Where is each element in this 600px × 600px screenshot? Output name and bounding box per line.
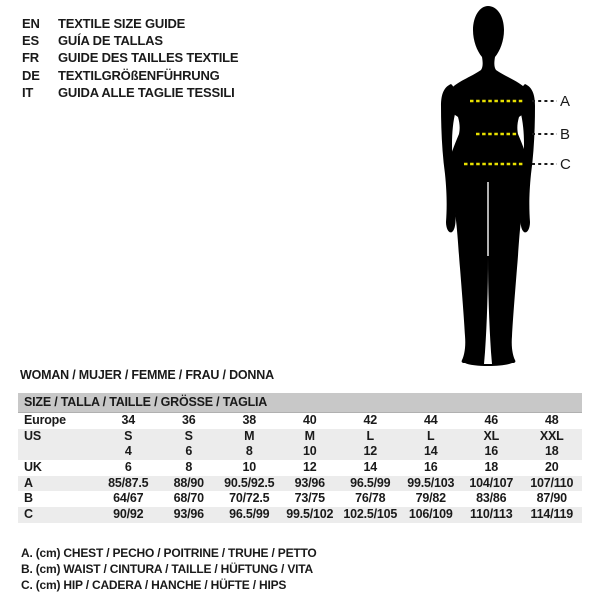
language-row — [22, 49, 238, 66]
legend-chest: A. (cm) CHEST / PECHO / POITRINE / TRUHE / PETTO — [21, 546, 317, 560]
table-cell: 96.5/99 — [350, 475, 391, 490]
table-cell: 96.5/99 — [229, 507, 270, 522]
table-cell: 16 — [423, 460, 438, 475]
table-cell: 40 — [302, 413, 317, 427]
language-row — [22, 67, 238, 84]
table-cell: 90/92 — [113, 507, 144, 522]
table-cell: S — [184, 428, 193, 443]
size-table — [18, 393, 582, 523]
table-cell: 110/113 — [470, 507, 513, 522]
table-cell: 93/96 — [173, 507, 204, 522]
table-cell: 6 — [124, 460, 132, 475]
language-row — [22, 32, 238, 49]
legend-block — [21, 546, 317, 593]
legend-hip: C. (cm) HIP / CADERA / HANCHE / HÜFTE / HIPS — [21, 577, 287, 592]
table-cell: L — [427, 428, 435, 443]
table-cell: 85/87.5 — [108, 475, 149, 490]
row-label: UK — [24, 460, 42, 475]
table-header: SIZE / TALLA / TAILLE / GRÖSSE / TAGLIA — [18, 393, 582, 413]
table-cell: 16 — [484, 444, 498, 459]
woman-silhouette-figure — [430, 0, 580, 372]
table-cell: 68/70 — [173, 491, 204, 506]
table-cell: 46 — [484, 413, 498, 427]
table-cell: 4 — [124, 444, 132, 459]
row-label — [18, 444, 98, 460]
section-title: WOMAN / MUJER / FEMME / FRAU / DONNA — [20, 368, 274, 382]
table-cell: 44 — [423, 413, 438, 427]
table-cell: 34 — [121, 413, 135, 427]
table-cell: 73/75 — [294, 491, 325, 506]
table-cell: 64/67 — [113, 491, 144, 506]
table-cell: 8 — [245, 444, 253, 459]
measure-label-a: A — [560, 93, 571, 110]
table-cell: 14 — [423, 444, 438, 459]
language-code: EN — [22, 16, 40, 31]
size-table-rows — [18, 413, 582, 523]
row-label: A — [24, 475, 33, 490]
measure-label-b: B — [560, 126, 571, 143]
table-cell: 10 — [242, 460, 256, 475]
table-cell: XXL — [539, 428, 564, 443]
row-label: Europe — [24, 413, 66, 427]
language-row — [22, 84, 238, 101]
language-row — [22, 15, 238, 32]
table-row — [18, 476, 582, 492]
row-label: C — [24, 507, 33, 522]
table-cell: 6 — [185, 444, 193, 459]
language-code: FR — [22, 50, 39, 66]
guide-title: GUÍA DE TALLAS — [58, 33, 163, 49]
guide-title: TEXTILGRÖßENFÜHRUNG — [58, 67, 220, 83]
table-row — [18, 507, 582, 523]
table-row — [18, 444, 582, 460]
table-cell: S — [124, 428, 133, 443]
table-cell: 12 — [302, 460, 317, 475]
table-cell: M — [304, 428, 315, 443]
table-cell: 14 — [363, 460, 377, 475]
table-cell: 83/86 — [476, 491, 507, 506]
table-cell: 99.5/102 — [286, 507, 334, 522]
table-cell: 18 — [484, 460, 498, 475]
table-cell: 38 — [242, 413, 256, 427]
table-cell: 18 — [544, 444, 559, 459]
table-cell: 114/119 — [530, 507, 573, 522]
language-code: IT — [22, 84, 34, 100]
guide-title: TEXTILE SIZE GUIDE — [58, 16, 186, 31]
row-label: US — [24, 428, 41, 443]
table-row — [18, 491, 582, 507]
table-cell: 48 — [544, 413, 559, 427]
measure-label-c: C — [560, 156, 571, 173]
table-cell: 76/78 — [355, 491, 386, 506]
table-cell: 102.5/105 — [343, 507, 398, 522]
table-row — [18, 460, 582, 476]
table-cell: 106/109 — [408, 507, 453, 522]
table-cell: 70/72.5 — [229, 491, 270, 506]
table-row — [18, 413, 582, 429]
table-cell: 104/107 — [469, 475, 514, 490]
table-cell: 10 — [302, 444, 317, 459]
table-cell: M — [244, 428, 255, 443]
table-cell: 36 — [181, 413, 196, 427]
language-code: DE — [22, 67, 40, 83]
table-cell: 20 — [544, 460, 559, 475]
table-cell: 8 — [185, 460, 193, 475]
guide-title: GUIDA ALLE TAGLIE TESSILI — [58, 84, 235, 100]
table-cell: 42 — [363, 413, 377, 427]
language-code: ES — [22, 33, 39, 49]
table-cell: XL — [483, 428, 500, 443]
language-guide-block — [22, 15, 238, 101]
table-cell: 93/96 — [294, 475, 325, 490]
table-cell: 107/110 — [530, 475, 574, 490]
table-cell: L — [366, 428, 374, 443]
table-cell: 87/90 — [536, 491, 567, 506]
table-cell: 88/90 — [173, 475, 204, 490]
table-cell: 79/82 — [415, 491, 446, 506]
guide-title: GUIDE DES TAILLES TEXTILE — [58, 50, 239, 66]
row-label: B — [24, 491, 33, 506]
table-cell: 12 — [363, 444, 377, 459]
table-cell: 90.5/92.5 — [224, 475, 275, 490]
table-row — [18, 429, 582, 445]
table-cell: 99.5/103 — [407, 475, 455, 490]
legend-waist: B. (cm) WAIST / CINTURA / TAILLE / HÜFTUNG / VITA — [21, 561, 313, 576]
